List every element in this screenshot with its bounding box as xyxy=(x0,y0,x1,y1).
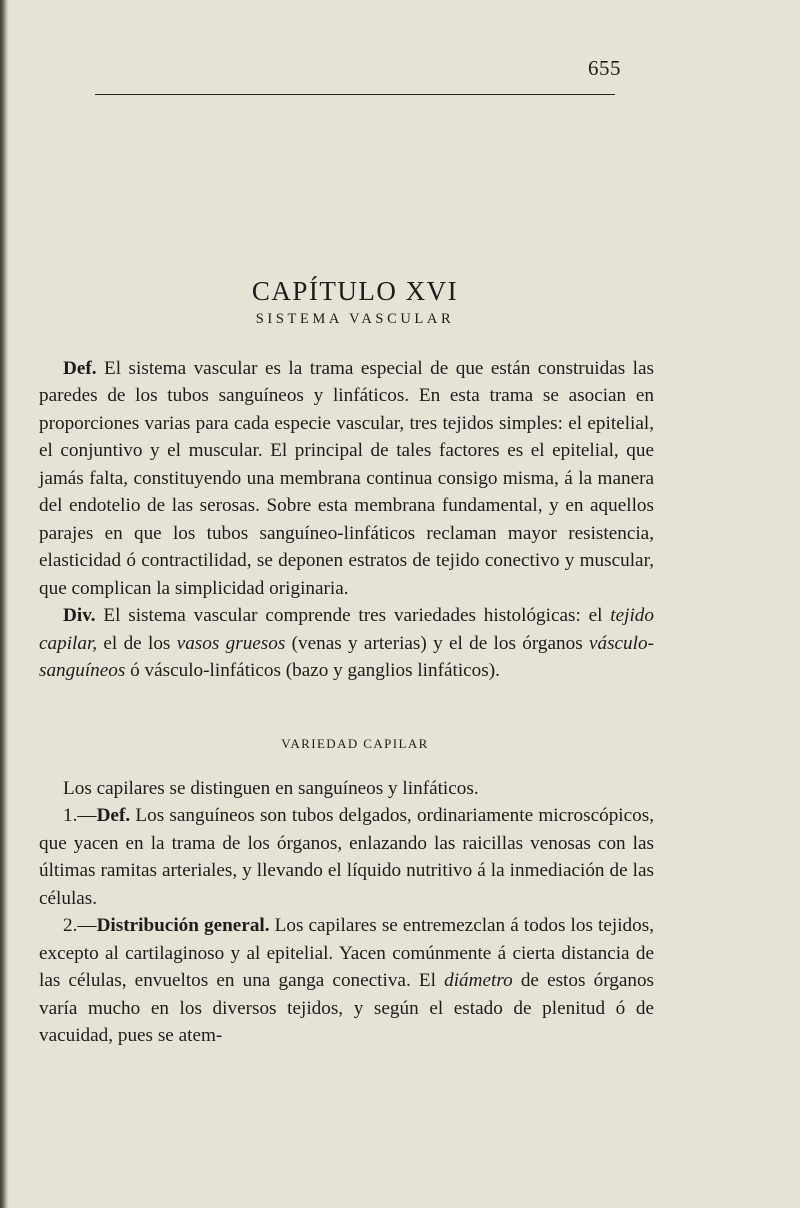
item-text: Los capilares se entremezclan á todos los tejidos, excepto al cartilaginoso y al epitelial. Yacen comúnmente á cierta distancia de las células, envueltos en una ganga conectiva. El xyxy=(39,915,654,992)
item-2-paragraph xyxy=(39,912,654,1049)
item-1-paragraph xyxy=(39,802,654,912)
item-label: Def. xyxy=(96,805,131,827)
division-text: ó vásculo-linfáticos (bazo y ganglios linfáticos). xyxy=(125,659,500,681)
item-number: 2.— xyxy=(63,915,97,937)
capilar-block xyxy=(39,775,654,1050)
chapter-title: CAPÍTULO XVI xyxy=(251,276,459,307)
intro-block xyxy=(39,355,654,684)
division-text: el de los xyxy=(97,632,177,654)
item-label: Distribución general. xyxy=(96,915,270,937)
italic-term: vásculo-sanguíneos xyxy=(39,632,654,681)
italic-term: vasos gruesos xyxy=(176,632,286,654)
italic-term: diámetro xyxy=(444,970,513,992)
division-paragraph xyxy=(39,602,654,684)
definition-label: Def. xyxy=(63,358,97,379)
italic-term: tejido capilar, xyxy=(39,605,654,654)
page-number: 655 xyxy=(588,56,621,80)
item-number: 1.— xyxy=(63,805,97,827)
division-text: El sistema vascular comprende tres variedades histológicas: el xyxy=(95,605,611,627)
division-text: (venas y arterias) y el de los órganos xyxy=(285,632,589,654)
header-rule xyxy=(95,94,615,95)
division-label: Div. xyxy=(63,605,96,627)
section-title: SISTEMA VASCULAR xyxy=(255,311,455,327)
item-text: de estos órganos varía mucho en los diversos tejidos, y según el estado de plenitud ó de vacuidad, pues se atem- xyxy=(39,970,655,1047)
subsection-title: VARIEDAD CAPILAR xyxy=(281,736,429,751)
definition-paragraph xyxy=(39,355,654,602)
page-edge xyxy=(0,0,9,1208)
definition-text: El sistema vascular es la trama especial de que están construidas las paredes de los tubos sanguíneos y linfáticos. En esta trama se asocian en proporciones varias para cada especie vascular, tres tejidos simples: el epitelial, el conjuntivo y el muscular. El principal de tales factores es el epitelial, que jamás falta, constituyendo una membrana continua consigo misma, á la manera del endotelio de las serosas. Sobre esta membrana fundamental, y en aquellos parajes en que los tubos sanguíneo-linfáticos reclaman mayor resistencia, elasticidad ó contractilidad, se deponen estratos de tejido conectivo y muscular, que complican la simplicidad originaria. xyxy=(39,358,654,599)
item-text: Los sanguíneos son tubos delgados, ordinariamente microscópicos, que yacen en la trama de los órganos, enlazando las raicillas venosas con las últimas ramitas arteriales, y llevando el líquido nutritivo á la inmediación de las células. xyxy=(39,805,654,909)
capilar-intro: Los capilares se distinguen en sanguíneos y linfáticos. xyxy=(63,778,479,799)
